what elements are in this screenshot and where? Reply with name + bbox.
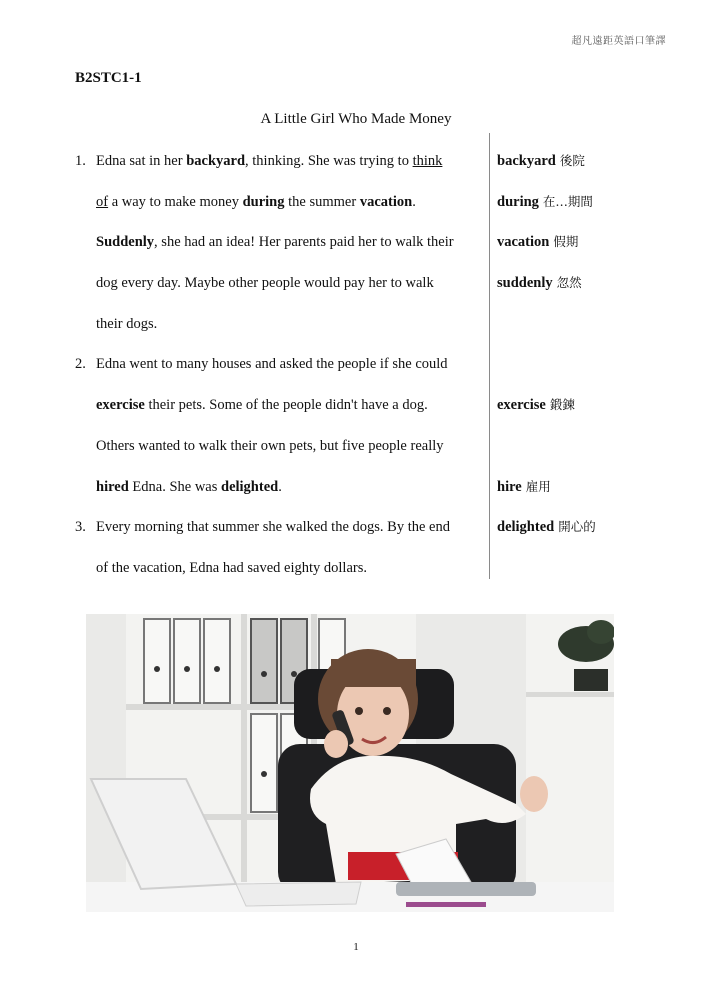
vocabulary-item — [497, 392, 575, 418]
vocabulary-word: delighted — [221, 478, 279, 495]
vocabulary-english: during — [497, 193, 539, 210]
text-segment: their pets. Some of the people didn't have a dog. — [144, 397, 428, 414]
passage-line — [75, 555, 485, 596]
vocabulary-item — [497, 148, 585, 174]
column-divider — [489, 133, 490, 579]
paragraph-number: 2. — [75, 356, 86, 373]
vocabulary-chinese: 後院 — [559, 153, 585, 168]
vocabulary-english: vacation — [497, 234, 550, 251]
passage — [75, 148, 485, 596]
vocabulary-chinese: 開心的 — [558, 519, 596, 535]
text-segment: their dogs. — [96, 315, 158, 332]
vocabulary-chinese: 在…期間 — [542, 193, 593, 209]
text-segment: Every morning that summer she walked the dogs. By the end — [96, 519, 450, 536]
text-segment: dog every day. Maybe other people would pay her to walk — [96, 275, 434, 292]
vocabulary-word: Suddenly — [96, 234, 155, 251]
vocabulary-item — [497, 474, 551, 500]
text-segment: of — [96, 193, 109, 210]
vocabulary-word: backyard — [186, 153, 246, 169]
text-segment: Others wanted to walk their own pets, but five people really — [96, 437, 444, 454]
passage-line — [75, 514, 485, 555]
vocabulary-word: exercise — [96, 397, 145, 414]
vocabulary-word: vacation — [359, 193, 413, 210]
text-segment: Edna went to many houses and asked the people if she could — [96, 356, 448, 373]
passage-line — [75, 433, 485, 474]
passage-line — [75, 189, 485, 230]
vocabulary-word: during — [242, 193, 285, 210]
passage-line — [75, 311, 485, 352]
vocabulary-chinese: 雇用 — [525, 478, 551, 494]
vocabulary-item — [497, 270, 582, 296]
text-segment: think — [412, 153, 443, 169]
illustration-photo — [86, 614, 614, 912]
text-segment: a way to make money — [108, 193, 243, 210]
document-title-text: A Little Girl Who Made Money — [260, 111, 452, 127]
passage-line — [75, 148, 485, 189]
vocabulary-item — [497, 229, 578, 255]
passage-line — [75, 229, 485, 270]
text-segment: , thinking. She was trying to — [245, 153, 413, 169]
vocabulary-item — [497, 189, 593, 215]
vocabulary-english: hire — [497, 478, 522, 495]
vocabulary-chinese: 鍛鍊 — [549, 397, 575, 413]
text-segment: Edna sat in her — [96, 153, 187, 169]
passage-line — [75, 270, 485, 311]
passage-line — [75, 474, 485, 515]
paragraph-number: 3. — [75, 519, 86, 536]
vocabulary-word: hired — [96, 478, 129, 495]
document-title — [0, 111, 712, 128]
vocabulary-chinese: 忽然 — [556, 275, 582, 291]
vocabulary-item — [497, 514, 596, 540]
text-segment: . — [412, 193, 416, 210]
text-segment: , she had an idea! Her parents paid her to walk their — [154, 234, 454, 251]
header-note: 超凡遠距英語口筆譯 — [571, 36, 666, 47]
paragraph-number: 1. — [75, 153, 86, 169]
passage-line — [75, 392, 485, 433]
vocabulary-chinese: 假期 — [553, 234, 579, 250]
text-segment: Edna. She was — [128, 478, 221, 495]
vocabulary-english: exercise — [497, 397, 546, 414]
text-segment: . — [278, 478, 282, 495]
text-segment: of the vacation, Edna had saved eighty dollars. — [96, 559, 367, 576]
vocabulary-english: suddenly — [497, 275, 553, 292]
document-code: B2STC1-1 — [75, 70, 142, 86]
vocabulary-english: delighted — [497, 519, 555, 536]
girl-office-illustration — [86, 614, 614, 912]
passage-line — [75, 351, 485, 392]
vocabulary-english: backyard — [497, 153, 556, 169]
page-number: 1 — [353, 941, 359, 953]
text-segment: the summer — [284, 193, 360, 210]
